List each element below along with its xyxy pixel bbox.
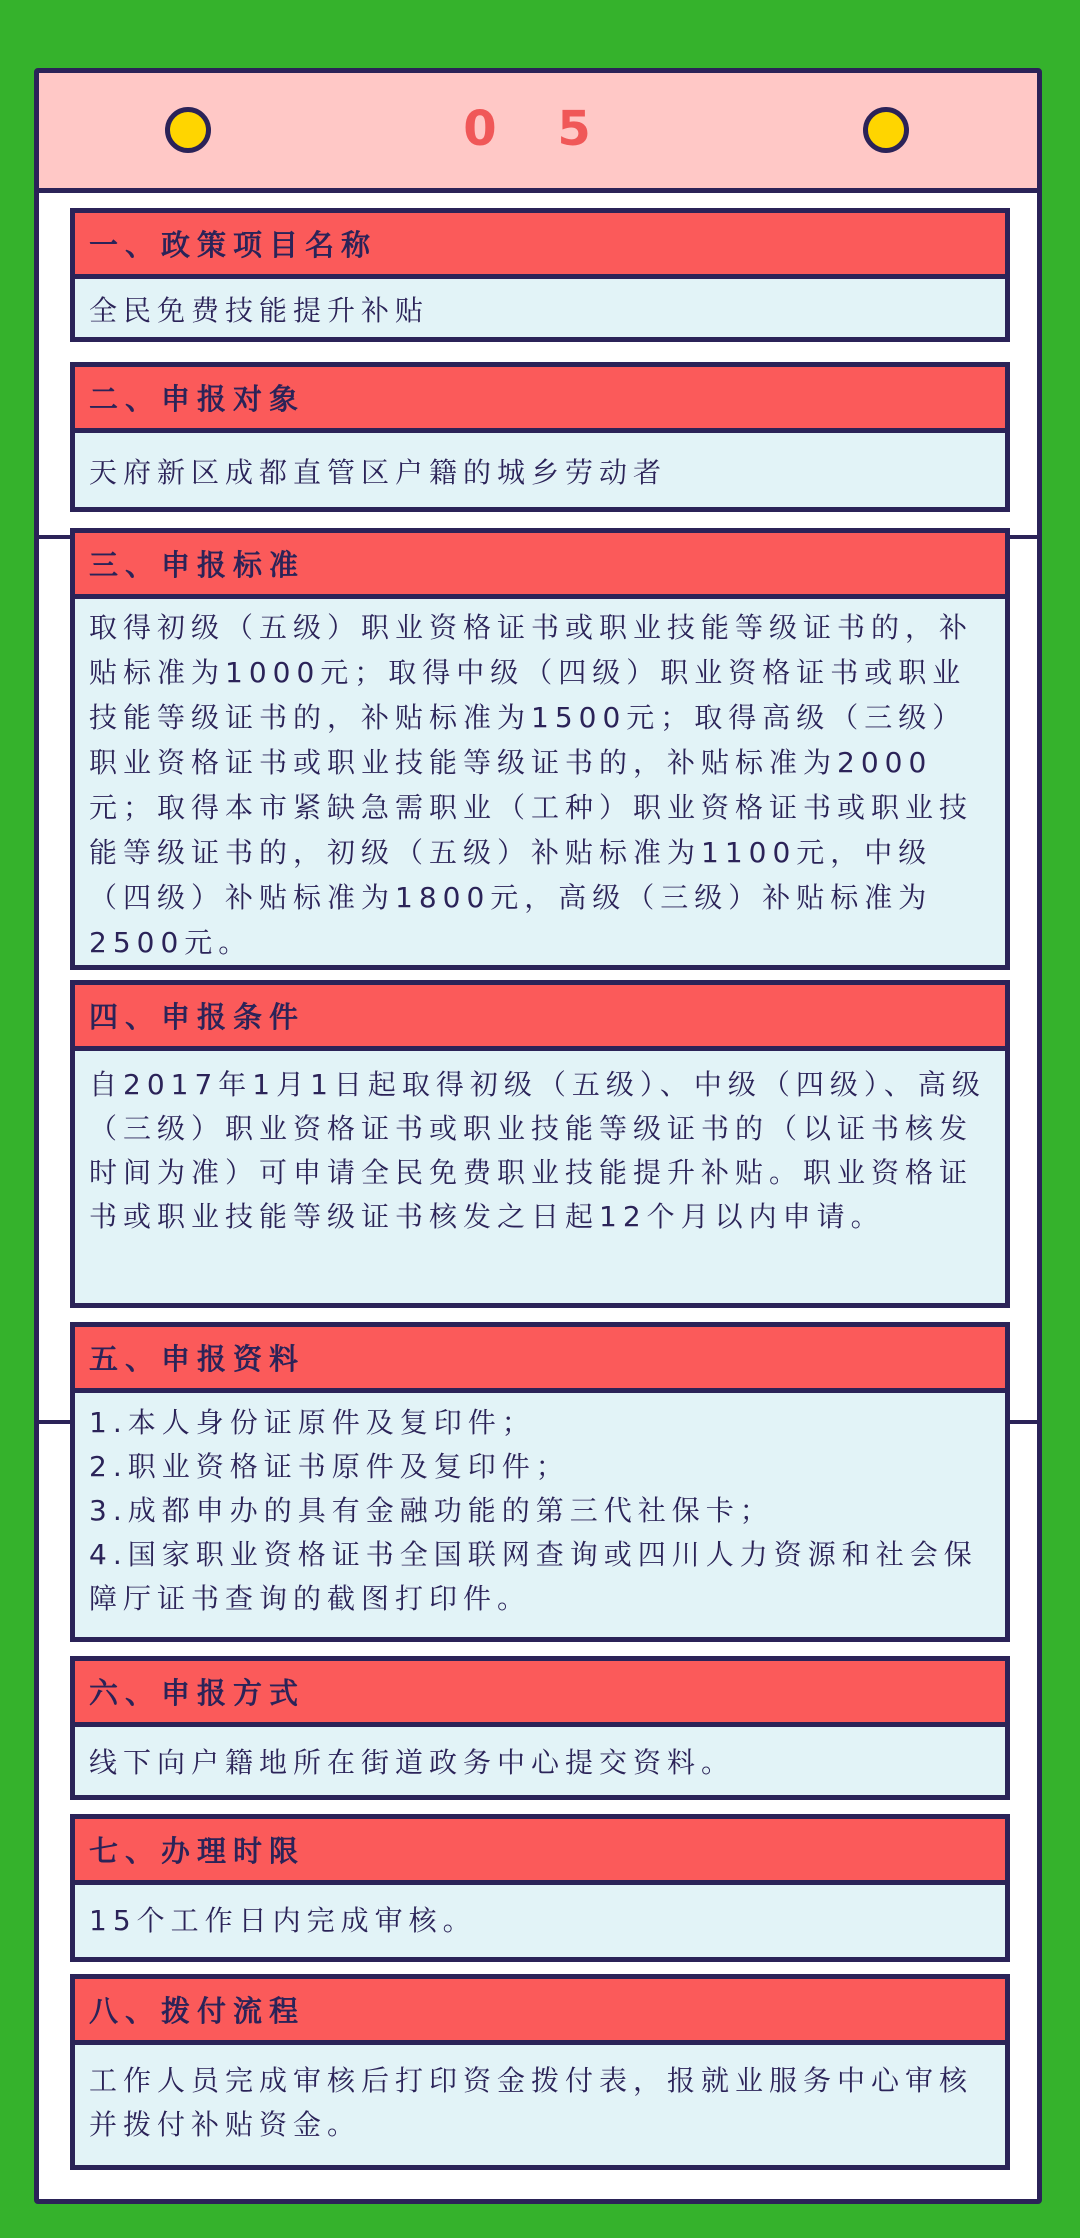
section-title: 七、办理时限 (75, 1819, 1005, 1885)
section-method (70, 1656, 1010, 1800)
section-text: 3.成都申办的具有金融功能的第三代社保卡； (89, 1494, 774, 1527)
section-applicants (70, 362, 1010, 512)
section-body (75, 599, 1005, 975)
section-disbursement (70, 1974, 1010, 2170)
section-text: 1.本人身份证原件及复印件； (89, 1406, 536, 1439)
section-title: 六、申报方式 (75, 1661, 1005, 1727)
section-title: 四、申报条件 (75, 985, 1005, 1051)
section-body (75, 433, 1005, 505)
section-title: 八、拨付流程 (75, 1979, 1005, 2045)
section-standards (70, 528, 1010, 970)
section-text: 4.国家职业资格证书全国联网查询或四川人力资源和社会保障厅证书查询的截图打印件。 (89, 1538, 978, 1615)
section-text: 全民免费技能提升补贴 (89, 294, 430, 327)
section-materials (70, 1322, 1010, 1642)
page-number: 0 5 (463, 101, 613, 157)
section-time-limit (70, 1814, 1010, 1962)
section-text: 2.职业资格证书原件及复印件； (89, 1450, 570, 1483)
section-title: 二、申报对象 (75, 367, 1005, 433)
section-body (75, 1727, 1005, 1795)
right-binder-ring-icon (863, 107, 909, 153)
section-text: 天府新区成都直管区户籍的城乡劳动者 (89, 456, 668, 489)
section-title: 五、申报资料 (75, 1327, 1005, 1393)
section-body (75, 2045, 1005, 2157)
section-body (75, 279, 1005, 343)
section-text: 线下向户籍地所在街道政务中心提交资料。 (89, 1746, 736, 1779)
section-body (75, 1393, 1005, 1631)
section-text: 15个工作日内完成审核。 (89, 1904, 477, 1937)
section-text: 取得初级（五级）职业资格证书或职业技能等级证书的，补贴标准为1000元；取得中级（四级）职业资格证书或职业技能等级证书的，补贴标准为1500元；取得高级（三级）职业资格证书或职业技能等级证书的，补贴标准为2000元；取得本市紧缺急需职业（工种）职业资格证书或职业技能等级证书的，初级（五级）补贴标准为1100元，中级（四级）补贴标准为1800元，高级（三级）补贴标准为2500元。 (89, 611, 974, 959)
section-title: 三、申报标准 (75, 533, 1005, 599)
section-body (75, 1051, 1005, 1249)
section-policy-name (70, 208, 1010, 342)
section-text: 工作人员完成审核后打印资金拨付表，报就业服务中心审核并拨付补贴资金。 (89, 2064, 974, 2141)
section-conditions (70, 980, 1010, 1308)
section-body (75, 1885, 1005, 1953)
section-title: 一、政策项目名称 (75, 213, 1005, 279)
section-text: 自2017年1月1日起取得初级（五级）、中级（四级）、高级（三级）职业资格证书或职业技能等级证书的（以证书核发时间为准）可申请全民免费职业技能提升补贴。职业资格证书或职业技能等级证书核发之日起12个月以内申请。 (89, 1068, 986, 1233)
card-header (39, 73, 1037, 193)
